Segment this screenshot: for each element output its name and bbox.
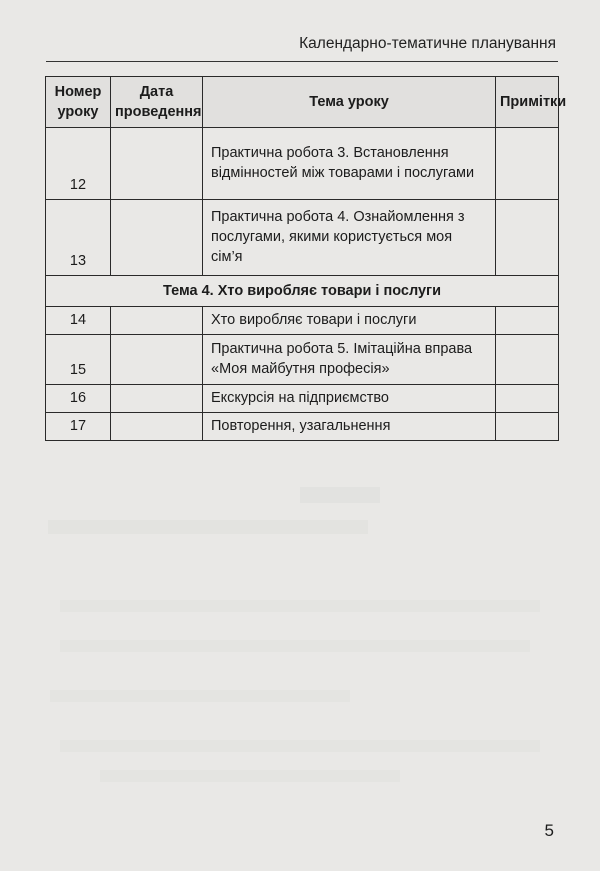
lesson-topic: Повторення, узагальнення	[203, 413, 496, 441]
table-row	[46, 307, 559, 335]
column-header-number: Номер уроку	[46, 77, 111, 128]
lesson-date	[111, 128, 203, 200]
page-number: 5	[544, 821, 554, 840]
lesson-date	[111, 385, 203, 413]
column-header-date: Дата проведення	[111, 77, 203, 128]
header-rule	[46, 61, 558, 62]
lesson-number: 16	[46, 385, 111, 413]
lesson-date	[111, 413, 203, 441]
bleed-through-block	[300, 487, 380, 503]
table-row	[46, 200, 559, 276]
lesson-topic: Екскурсія на підприємство	[203, 385, 496, 413]
lesson-note	[496, 385, 559, 413]
lesson-number: 12	[46, 128, 111, 200]
bleed-through-block	[60, 640, 530, 652]
bleed-through-block	[50, 690, 350, 702]
lesson-topic: Практична робота 5. Імітаційна вправа «Моя майбутня професія»	[203, 335, 496, 385]
lesson-topic: Хто виробляє товари і послуги	[203, 307, 496, 335]
lesson-date	[111, 307, 203, 335]
lesson-note	[496, 413, 559, 441]
lesson-topic: Практична робота 3. Встановлення відмінностей між товарами і послугами	[203, 128, 496, 200]
calendar-plan-table	[45, 76, 567, 441]
lesson-note	[496, 307, 559, 335]
lesson-date	[111, 335, 203, 385]
lesson-number: 13	[46, 200, 111, 276]
bleed-through-block	[48, 520, 368, 534]
table-row	[46, 413, 559, 441]
lesson-number: 14	[46, 307, 111, 335]
table-header-row	[46, 77, 559, 128]
column-header-notes: Примітки	[496, 77, 559, 128]
lesson-number: 15	[46, 335, 111, 385]
running-header-title: Календарно-тематичне планування	[299, 35, 556, 52]
bleed-through-block	[60, 740, 540, 752]
lesson-note	[496, 335, 559, 385]
lesson-date	[111, 200, 203, 276]
column-header-topic: Тема уроку	[203, 77, 496, 128]
bleed-through-block	[100, 770, 400, 782]
theme-title: Тема 4. Хто виробляє товари і послуги	[46, 276, 559, 307]
theme-row	[46, 276, 559, 307]
lesson-note	[496, 200, 559, 276]
lesson-number: 17	[46, 413, 111, 441]
table-row	[46, 335, 559, 385]
bleed-through-block	[60, 600, 540, 612]
lesson-topic: Практична робота 4. Ознайомлення з послугами, якими користується моя сім’я	[203, 200, 496, 276]
table-row	[46, 128, 559, 200]
table-row	[46, 385, 559, 413]
lesson-note	[496, 128, 559, 200]
